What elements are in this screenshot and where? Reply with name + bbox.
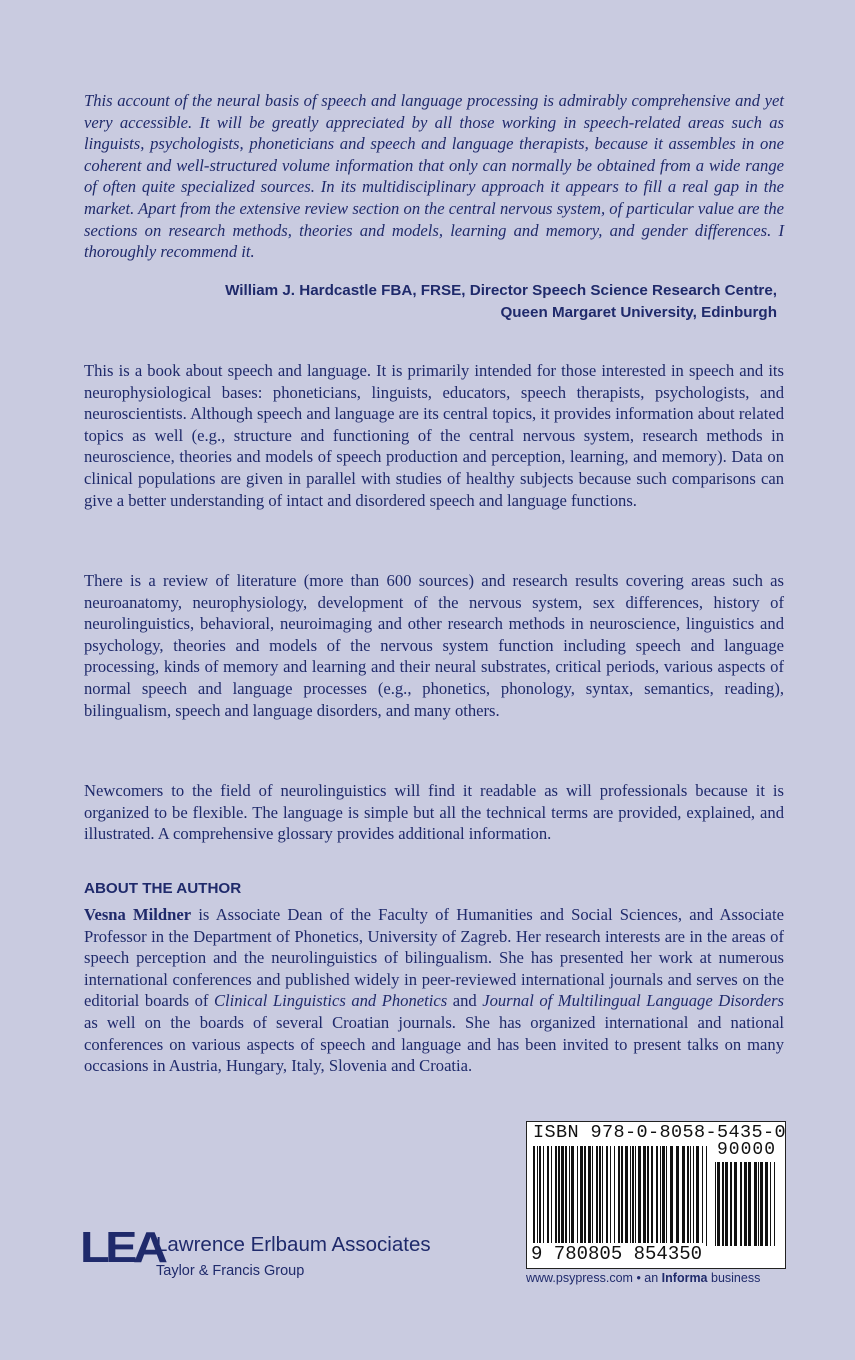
barcode-bar: [774, 1162, 775, 1246]
barcode-bar: [630, 1146, 631, 1246]
barcode-bar: [666, 1146, 667, 1246]
journal-title-1: Clinical Linguistics and Phonetics: [213, 991, 448, 1011]
isbn-label: ISBN 978-0-8058-5435-0: [533, 1122, 787, 1143]
description-paragraph-1: This is a book about speech and language. It is primarily intended for those interested in speech and its neurophysiological bases: phoneticians, linguists, educators, speech therapists, psychologists, and neuroscientists. Although speech and language are its central topics, it provides information about related topics as well (e.g., structure and functioning of the central nervous system, research methods in neuroscience, theories and models of speech production and perception, learning, and memory). Data on clinical populations are given in parallel with studies of healthy subjects because such comparisons can give a better understanding of intact and disordered speech and language functions.: [84, 361, 784, 510]
barcode-bar: [614, 1146, 615, 1246]
lea-logo: LEA: [80, 1223, 164, 1272]
barcode-bar: [632, 1146, 634, 1246]
barcode-bar: [638, 1146, 641, 1246]
barcode-bar: [740, 1162, 742, 1246]
barcode-bar: [656, 1146, 658, 1246]
about-author-heading: ABOUT THE AUTHOR: [84, 880, 242, 897]
publisher-group: Taylor & Francis Group: [156, 1263, 305, 1279]
barcode-bar: [571, 1146, 574, 1246]
barcode-bar: [584, 1146, 586, 1246]
website-text: www.psypress.com • an: [526, 1271, 662, 1285]
description-paragraph-2: There is a review of literature (more than 600 sources) and research results covering areas such as neuroanatomy, neurophysiology, development of the nervous system, sex differences, history of neurolinguistics, behavioral, neuroimaging and other research methods in neuroscience, linguistics and psychology, theories and models of the nervous system function including speech and language processing, kinds of memory and learning and their neural substrates, critical periods, various aspects of normal speech and language processes (e.g., phonetics, phonology, syntax, semantics, reading), bilingualism, speech and language disorders, and many others.: [84, 571, 784, 720]
endorser-line-1: William J. Hardcastle FBA, FRSE, Director Speech Science Research Centre,: [225, 282, 777, 299]
barcode-bar: [760, 1162, 763, 1246]
addon-barcode-bars: [715, 1162, 779, 1246]
barcode-bar: [765, 1162, 768, 1246]
isbn-barcode: [526, 1121, 786, 1269]
barcode-bar: [543, 1146, 544, 1246]
barcode-bar: [730, 1162, 732, 1246]
barcode-bar: [547, 1146, 549, 1246]
publisher-website: [526, 1271, 784, 1285]
barcode-bar: [662, 1146, 665, 1246]
barcode-bar: [551, 1146, 552, 1246]
author-bio-part-2: and: [447, 991, 483, 1011]
barcode-bar: [592, 1146, 593, 1246]
barcode-bar: [537, 1146, 538, 1246]
barcode-bar: [539, 1146, 541, 1246]
barcode-bar: [565, 1146, 567, 1246]
publisher-name: Lawrence Erlbaum Associates: [156, 1233, 431, 1256]
barcode-bar: [696, 1146, 699, 1246]
barcode-bar: [748, 1162, 751, 1246]
author-name: Vesna Mildner: [84, 905, 192, 924]
barcode-bar: [758, 1162, 759, 1246]
barcode-bar: [618, 1146, 620, 1246]
author-bio-part-1: is Associate Dean of the Faculty of Humanities and Social Sciences, and Associate Professor in the Department of Phonetics, University of Zagreb. Her research interests are in the areas of speech perception and the neurolinguistics of bilingualism. She has presented her work at numerous international conferences and published widely in peer-reviewed international journals and serves on the editorial boards of: [84, 905, 784, 1011]
journal-title-2: Journal of Multilingual Language Disorders: [482, 991, 784, 1011]
barcode-bar: [625, 1146, 628, 1246]
barcode-bar: [702, 1146, 703, 1246]
author-bio-part-3: as well on the boards of several Croatian journals. She has organized international and national conferences on various aspects of speech and language and has been invited to present talks on many occasions in Austria, Hungary, Italy, Slovenia and Croatia.: [84, 1012, 784, 1076]
endorsement-quote: This account of the neural basis of speech and language processing is admirably comprehensive and yet very accessible. It will be greatly appreciated by all those working in speech-related areas such as linguists, psychologists, phoneticians and speech and language therapists, because it assembles in one coherent and well-structured volume information that only can normally be obtained from a wide range of often quite specialized sources. In its multidisciplinary approach it appears to fill a real gap in the market. Apart from the extensive review section on the central nervous system, of particular value are the sections on research methods, theories and models, learning and memory, and gender differences. I thoroughly recommend it.: [84, 91, 784, 262]
barcode-bar: [722, 1162, 724, 1246]
description-paragraph-3: Newcomers to the field of neurolinguistics will find it readable as will professionals because it is organized to be flexible. The language is simple but all the technical terms are provided, explained, and illustrated. A comprehensive glossary provides additional information.: [84, 781, 784, 844]
barcode-bar: [651, 1146, 653, 1246]
barcode-bar: [670, 1146, 673, 1246]
barcode-bar: [682, 1146, 685, 1246]
barcode-bar: [643, 1146, 646, 1246]
barcode-bar: [754, 1162, 757, 1246]
endorser-attribution: [117, 280, 777, 323]
barcode-bar: [676, 1146, 679, 1246]
ean-barcode-bars: [533, 1146, 709, 1246]
business-text: business: [707, 1271, 761, 1285]
barcode-bar: [660, 1146, 661, 1246]
barcode-bar: [717, 1162, 720, 1246]
author-bio: [84, 904, 784, 1077]
barcode-bar: [693, 1146, 694, 1246]
barcode-bar: [561, 1146, 564, 1246]
barcode-bar: [606, 1146, 608, 1246]
barcode-bar: [577, 1146, 578, 1246]
barcode-bar: [569, 1146, 570, 1246]
barcode-bar: [687, 1146, 689, 1246]
barcode-bar: [744, 1162, 747, 1246]
barcode-bar: [770, 1162, 771, 1246]
barcode-bar: [725, 1162, 728, 1246]
barcode-bar: [580, 1146, 583, 1246]
barcode-bar: [715, 1162, 716, 1246]
barcode-bar: [555, 1146, 557, 1246]
barcode-bar: [602, 1146, 603, 1246]
barcode-bar: [635, 1146, 636, 1246]
barcode-bar: [621, 1146, 623, 1246]
informa-text: Informa: [661, 1271, 708, 1285]
barcode-bar: [558, 1146, 560, 1246]
barcode-bar: [599, 1146, 601, 1246]
endorser-line-2: Queen Margaret University, Edinburgh: [500, 303, 777, 321]
barcode-bar: [647, 1146, 649, 1246]
barcode-bar: [734, 1162, 737, 1246]
barcode-bar: [610, 1146, 611, 1246]
barcode-bar: [588, 1146, 591, 1246]
price-code: 90000: [717, 1140, 777, 1160]
barcode-bar: [596, 1146, 598, 1246]
barcode-bar: [706, 1146, 707, 1246]
barcode-digits: 9 780805 854350: [531, 1243, 706, 1265]
barcode-bar: [690, 1146, 691, 1246]
barcode-bar: [533, 1146, 535, 1246]
